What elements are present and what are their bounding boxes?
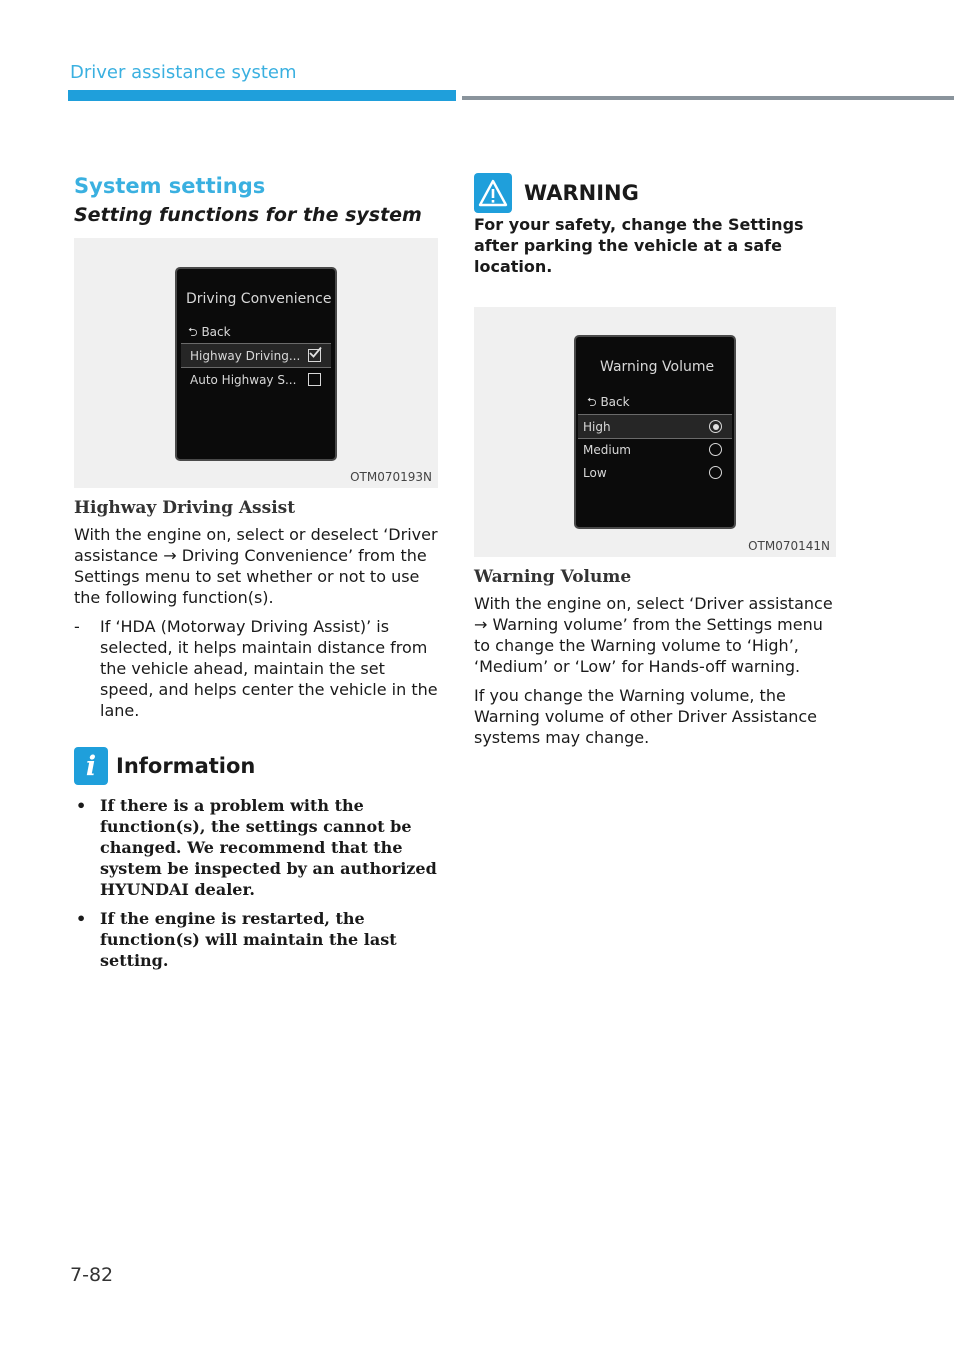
option-low [578,461,732,484]
header-rule-grey [462,96,954,100]
information-label: Information [116,754,256,778]
section-subtitle: Setting functions for the system [74,204,422,226]
display-screen [175,267,337,461]
option-high [578,414,732,439]
dash-list-item [74,616,438,721]
info-bullet-text: If the engine is restarted, the function(s) will maintain the last setting. [100,909,397,970]
bullet-icon: • [76,796,87,815]
radio-unselected-icon [709,443,722,456]
option-medium [578,438,732,461]
radio-unselected-icon [709,466,722,479]
header-rule-blue [68,90,456,101]
right-column [474,172,836,756]
dash-marker: - [74,617,80,636]
checkbox-unchecked-icon [308,373,321,386]
display-screen [574,335,736,529]
paragraph: If you change the Warning volume, the Warning volume of other Driver Assistance systems may change. [474,686,818,747]
radio-selected-icon [709,420,722,433]
warning-header [474,172,836,214]
heading-highway-driving-assist: Highway Driving Assist [74,498,296,518]
figure-code: OTM070141N [748,539,830,553]
back-label: Back [201,325,231,339]
back-arrow-icon: ⮌ [587,395,597,409]
option-label: Low [583,466,607,480]
information-box [74,747,438,971]
figure-code: OTM070193N [350,470,432,484]
screen-title: Driving Convenience [186,291,332,307]
info-bullet [74,908,438,971]
option-label: High [583,420,611,434]
menu-item-label: Auto Highway S... [190,373,297,387]
warning-label: WARNING [524,181,639,205]
warning-text: For your safety, change the Settings after parking the vehicle at a safe location. [474,215,804,276]
back-arrow-icon: ⮌ [188,325,198,339]
back-label: Back [600,395,630,409]
back-row [188,323,231,344]
option-label: Medium [583,443,631,457]
menu-item-highway-driving [181,343,331,368]
warning-icon [474,173,512,213]
info-bullet-text: If there is a problem with the function(s), the settings cannot be changed. We recommend that the system be inspected by an authorized HYUNDAI dealer. [100,796,437,899]
left-column [74,172,438,971]
heading-warning-volume: Warning Volume [474,567,632,587]
figure-driving-convenience [74,238,438,488]
information-header [74,747,438,785]
menu-item-label: Highway Driving... [190,349,301,363]
page-number: 7-82 [70,1264,114,1286]
figure-warning-volume [474,307,836,557]
dash-item-text: If ‘HDA (Motorway Driving Assist)’ is selected, it helps maintain distance from the vehicle ahead, maintain the set speed, and helps center the vehicle in the lane. [100,617,438,720]
checkbox-checked-icon [308,349,321,362]
back-row [587,393,630,414]
paragraph: With the engine on, select ‘Driver assistance → Warning volume’ from the Settings menu to change the Warning volume to ‘High’, ‘Medium’ or ‘Low’ for Hands-off warning. [474,594,833,676]
header-title: Driver assistance system [70,62,297,83]
bullet-icon: • [76,909,87,928]
paragraph: With the engine on, select or deselect ‘Driver assistance → Driving Convenience’ from the Settings menu to set whether or not to use the following function(s). [74,525,438,607]
info-bullet [74,795,438,900]
menu-item-auto-highway [181,368,331,391]
information-icon: i [74,747,108,785]
screen-title: Warning Volume [600,359,715,375]
section-title: System settings [74,174,266,198]
